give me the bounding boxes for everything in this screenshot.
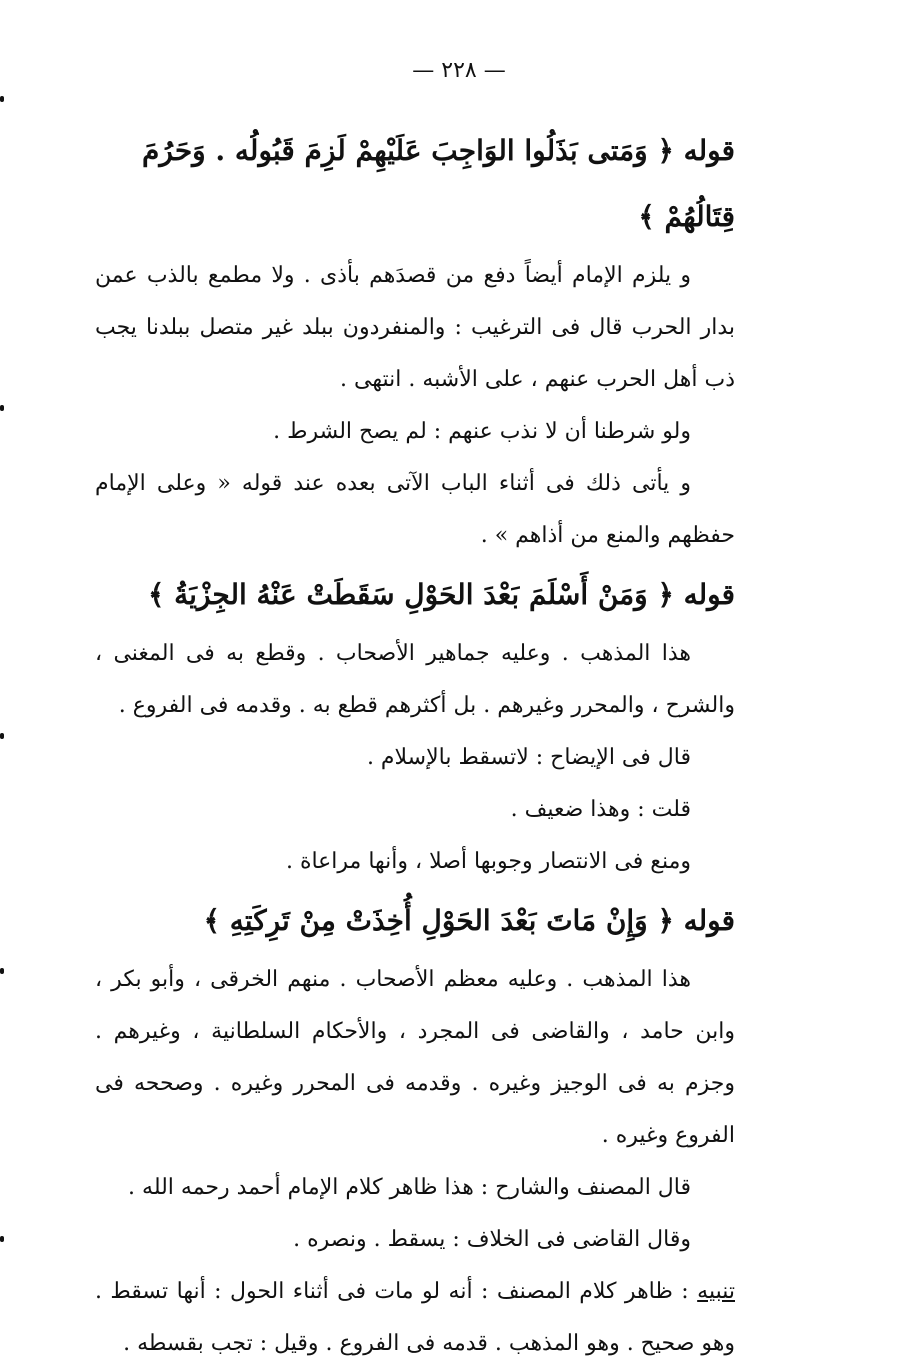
paragraph: هذا المذهب . وعليه جماهير الأصحاب . وقطع به فى المغنى ، والشرح ، والمحرر وغيرهم . بل أكثرهم قطع به . وقدمه فى الفروع . bbox=[95, 641, 735, 718]
section-heading: قوله ﴿ وَمَنْ أَسْلَمَ بَعْدَ الحَوْلِ سَقَطَتْ عَنْهُ الجِزْيَةُ ﴾ bbox=[147, 578, 735, 611]
section-heading: قوله ﴿ وَمَتى بَذَلُوا الوَاجِبَ عَلَيْهِمْ لَزِمَ قَبُولُه . وَحَرُمَ قِتَالُهُمْ ﴾ bbox=[142, 134, 735, 233]
paragraph: و يلزم الإمام أيضاً دفع من قصدَهم بأذى . ولا مطمع بالذب عمن بدار الحرب قال فى الترغيب : والمنفردون ببلد غير متصل ببلدنا يجب ذب أهل الحرب عنهم ، على الأشبه . انتهى . bbox=[95, 263, 735, 392]
note-text: : ظاهر كلام المصنف : أنه لو مات فى أثناء الحول : أنها تسقط . وهو صحيح . وهو المذهب . قدمه فى الفروع . وقيل : تجب بقسطه . bbox=[95, 1279, 735, 1356]
scan-edge-mark bbox=[0, 968, 4, 974]
scan-edge-mark bbox=[0, 733, 4, 739]
paragraph: قلت : وهذا ضعيف . bbox=[510, 797, 691, 822]
scan-edge-mark bbox=[0, 96, 4, 102]
page-number: — ٢٢٨ — bbox=[412, 58, 506, 83]
paragraph: هذا المذهب . وعليه معظم الأصحاب . منهم الخرقى ، وأبو بكر ، وابن حامد ، والقاضى فى المجرد ، والأحكام السلطانية ، وغيرهم . وجزم به فى الوجيز وغيره . وقدمه فى المحرر وغيره . وصححه فى الفروع وغيره . bbox=[95, 967, 735, 1148]
paragraph: ولو شرطنا أن لا نذب عنهم : لم يصح الشرط . bbox=[273, 419, 691, 444]
paragraph: قال المصنف والشارح : هذا ظاهر كلام الإمام أحمد رحمه الله . bbox=[128, 1175, 691, 1200]
page-body bbox=[95, 118, 735, 1370]
paragraph: و يأتى ذلك فى أثناء الباب الآتى بعده عند قوله « وعلى الإمام حفظهم والمنع من أذاهم » . bbox=[95, 471, 735, 548]
paragraph: ومنع فى الانتصار وجوبها أصلا ، وأنها مراعاة . bbox=[285, 849, 691, 874]
scan-edge-mark bbox=[0, 1236, 4, 1242]
note-label: تنبيه bbox=[697, 1279, 735, 1304]
note-paragraph bbox=[95, 1266, 735, 1370]
scan-edge-mark bbox=[0, 405, 4, 411]
paragraph: قال فى الإيضاح : لاتسقط بالإسلام . bbox=[366, 745, 691, 770]
paragraph: وقال القاضى فى الخلاف : يسقط . ونصره . bbox=[293, 1227, 691, 1252]
section-heading: قوله ﴿ وَإِنْ مَاتَ بَعْدَ الحَوْلِ أُخِذَتْ مِنْ تَرِكَتِهِ ﴾ bbox=[203, 904, 735, 937]
